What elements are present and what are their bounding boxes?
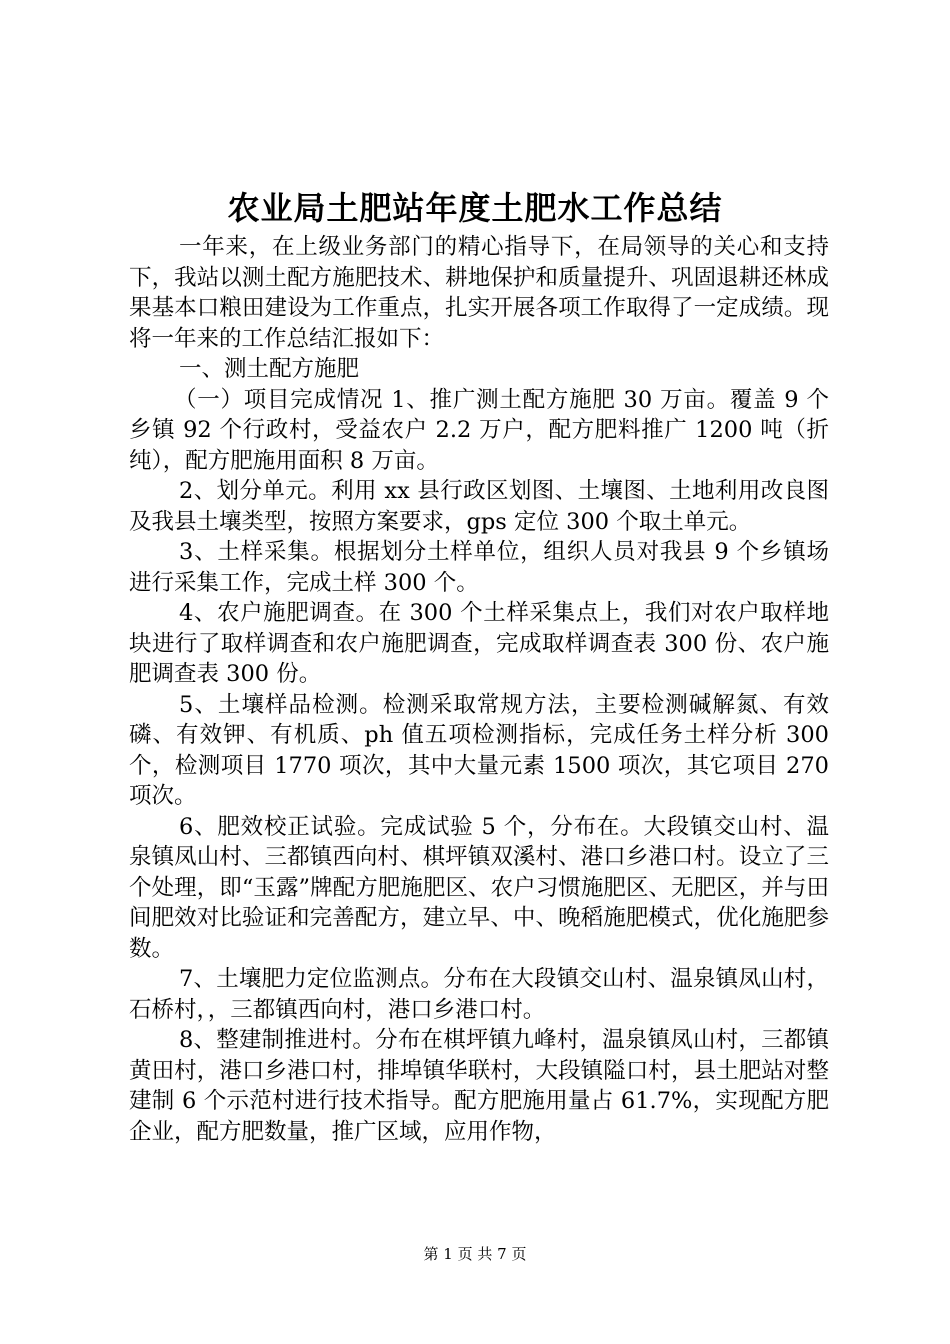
paragraph-item-7: 7、土壤肥力定位监测点。分布在大段镇交山村、温泉镇凤山村，石桥村，，三都镇西向村，港口乡港口村。 — [129, 966, 829, 1023]
paragraph-item-8: 8、整建制推进村。分布在棋坪镇九峰村，温泉镇凤山村，三都镇黄田村，港口乡港口村，排埠镇华联村，大段镇隘口村，县土肥站对整建制 6 个示范村进行技术指导。配方肥施用量占 61.7%，实现配方肥企业，配方肥数量，推广区域，应用作物， — [129, 1027, 829, 1145]
paragraph-item-6: 6、肥效校正试验。完成试验 5 个，分布在。大段镇交山村、温泉镇凤山村、三都镇西向村、棋坪镇双溪村、港口乡港口村。设立了三个处理，即“玉露”牌配方肥施肥区、农户习惯施肥区、无肥区，并与田间肥效对比验证和完善配方，建立早、中、晚稻施肥模式，优化施肥参数。 — [129, 813, 829, 962]
paragraph-item-2: 2、划分单元。利用 xx 县行政区划图、土壤图、土地利用改良图及我县土壤类型，按照方案要求，gps 定位 300 个取土单元。 — [129, 478, 829, 535]
section-heading: 一、测土配方施肥 — [179, 356, 360, 382]
document-body — [129, 232, 829, 1147]
document-title: 农业局土肥站年度土肥水工作总结 — [227, 189, 723, 227]
page-footer: 第 1 页 共 7 页 — [423, 1245, 527, 1263]
paragraph-intro: 一年来，在上级业务部门的精心指导下，在局领导的关心和支持下，我站以测土配方施肥技术、耕地保护和质量提升、巩固退耕还林成果基本口粮田建设为工作重点，扎实开展各项工作取得了一定成绩。现将一年来的工作总结汇报如下： — [129, 234, 829, 352]
paragraph-item-4: 4、农户施肥调查。在 300 个土样采集点上，我们对农户取样地块进行了取样调查和农户施肥调查，完成取样调查表 300 份、农户施肥调查表 300 份。 — [129, 600, 829, 687]
paragraph-item-1: （一）项目完成情况 1、推广测土配方施肥 30 万亩。覆盖 9 个乡镇 92 个行政村，受益农户 2.2 万户，配方肥料推广 1200 吨（折纯），配方肥施用面积 8 万亩。 — [129, 386, 829, 474]
paragraph-item-5: 5、土壤样品检测。检测采取常规方法，主要检测碱解氮、有效磷、有效钾、有机质、ph 值五项检测指标，完成任务土样分析 300 个，检测项目 1770 项次，其中大量元素 1500 项次，其它项目 270 项次。 — [129, 691, 829, 809]
paragraph-item-3: 3、土样采集。根据划分土样单位，组织人员对我县 9 个乡镇场进行采集工作，完成土样 300 个。 — [129, 539, 829, 596]
